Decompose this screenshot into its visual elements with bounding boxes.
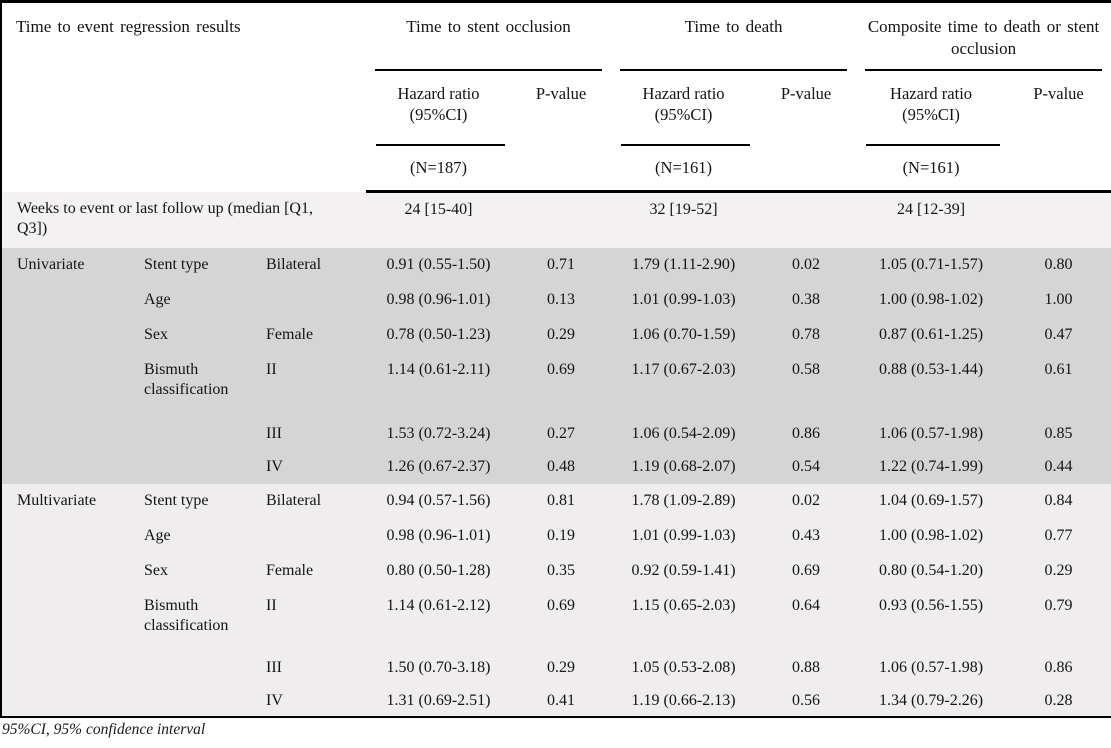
section-label — [1, 651, 136, 684]
variable-label — [136, 684, 264, 717]
table-row — [1, 283, 1111, 318]
ci-label: (95%CI) — [409, 104, 468, 124]
cell-hazard-ratio: 0.78 (0.50-1.23) — [366, 318, 511, 353]
cell-hazard-ratio: 1.01 (0.99-1.03) — [611, 283, 756, 318]
cell-p-value: 0.77 — [1006, 519, 1111, 554]
table-row — [1, 353, 1111, 417]
hazard-ratio-label: Hazard ratio — [397, 83, 480, 103]
section-label — [1, 353, 136, 417]
cell-hazard-ratio: 1.31 (0.69-2.51) — [366, 684, 511, 717]
table-row — [1, 589, 1111, 651]
variable-label — [136, 651, 264, 684]
table-row — [1, 417, 1111, 450]
group-title: Time to death — [684, 17, 783, 36]
cell-hazard-ratio: 0.80 (0.54-1.20) — [856, 554, 1006, 589]
section-label — [1, 554, 136, 589]
variable-label: Bismuth classification — [136, 353, 264, 417]
section-label: Univariate — [1, 248, 136, 283]
cell-p-value: 0.69 — [511, 589, 611, 651]
cell-hazard-ratio: 0.94 (0.57-1.56) — [366, 484, 511, 519]
cell-hazard-ratio: 0.88 (0.53-1.44) — [856, 353, 1006, 417]
level-label: Female — [264, 318, 366, 353]
cell-hazard-ratio: 1.26 (0.67-2.37) — [366, 450, 511, 484]
cell-p-value: 0.27 — [511, 417, 611, 450]
table-row — [1, 248, 1111, 283]
cell-p-value: 0.81 — [511, 484, 611, 519]
header-group-row — [1, 2, 1111, 71]
level-label — [264, 283, 366, 318]
summary-value: 32 [19-52] — [611, 192, 756, 248]
cell-p-value: 0.02 — [756, 484, 856, 519]
cell-hazard-ratio: 1.05 (0.71-1.57) — [856, 248, 1006, 283]
table-row — [1, 318, 1111, 353]
hazard-ratio-header — [366, 71, 511, 146]
cell-p-value: 0.61 — [1006, 353, 1111, 417]
variable-label: Age — [136, 283, 264, 318]
cell-hazard-ratio: 1.15 (0.65-2.03) — [611, 589, 756, 651]
level-label: IV — [264, 684, 366, 717]
cell-hazard-ratio: 1.00 (0.98-1.02) — [856, 283, 1006, 318]
group-header-stent-occlusion — [366, 2, 611, 71]
cell-p-value: 0.35 — [511, 554, 611, 589]
cell-p-value: 0.80 — [1006, 248, 1111, 283]
p-value-header: P-value — [780, 83, 832, 103]
hazard-ratio-underline — [621, 144, 750, 146]
cell-hazard-ratio: 0.98 (0.96-1.01) — [366, 283, 511, 318]
table-row — [1, 651, 1111, 684]
cell-hazard-ratio: 1.14 (0.61-2.11) — [366, 353, 511, 417]
cell-p-value: 0.44 — [1006, 450, 1111, 484]
variable-label: Bismuth classification — [136, 589, 264, 651]
level-label: III — [264, 651, 366, 684]
cell-p-value: 0.29 — [1006, 554, 1111, 589]
p-value-header: P-value — [535, 83, 587, 103]
cell-p-value: 0.78 — [756, 318, 856, 353]
variable-label: Sex — [136, 318, 264, 353]
cell-hazard-ratio: 1.53 (0.72-3.24) — [366, 417, 511, 450]
hazard-ratio-header — [611, 71, 756, 146]
cell-p-value: 0.88 — [756, 651, 856, 684]
section-label — [1, 519, 136, 554]
cell-p-value: 0.38 — [756, 283, 856, 318]
section-label — [1, 589, 136, 651]
group-header-composite — [856, 2, 1111, 71]
cell-hazard-ratio: 1.06 (0.57-1.98) — [856, 651, 1006, 684]
cell-p-value: 0.71 — [511, 248, 611, 283]
cell-hazard-ratio: 0.80 (0.50-1.28) — [366, 554, 511, 589]
group-title: Composite time to death or stent occlusion — [867, 17, 1100, 58]
cell-p-value: 1.00 — [1006, 283, 1111, 318]
cell-hazard-ratio: 1.00 (0.98-1.02) — [856, 519, 1006, 554]
hazard-ratio-underline — [376, 144, 505, 146]
variable-label — [136, 450, 264, 484]
section-label — [1, 283, 136, 318]
section-label — [1, 318, 136, 353]
cell-hazard-ratio: 1.19 (0.68-2.07) — [611, 450, 756, 484]
cell-p-value: 0.85 — [1006, 417, 1111, 450]
cell-hazard-ratio: 0.92 (0.59-1.41) — [611, 554, 756, 589]
cell-hazard-ratio: 0.98 (0.96-1.01) — [366, 519, 511, 554]
cell-p-value: 0.48 — [511, 450, 611, 484]
section-label — [1, 684, 136, 717]
cell-hazard-ratio: 1.14 (0.61-2.12) — [366, 589, 511, 651]
cell-p-value: 0.58 — [756, 353, 856, 417]
table-row — [1, 684, 1111, 717]
cell-hazard-ratio: 1.06 (0.70-1.59) — [611, 318, 756, 353]
cell-p-value: 0.79 — [1006, 589, 1111, 651]
section-label: Multivariate — [1, 484, 136, 519]
variable-label: Stent type — [136, 248, 264, 283]
cell-hazard-ratio: 0.91 (0.55-1.50) — [366, 248, 511, 283]
cell-hazard-ratio: 1.04 (0.69-1.57) — [856, 484, 1006, 519]
level-label: Bilateral — [264, 484, 366, 519]
hazard-ratio-header — [856, 71, 1006, 146]
cell-p-value: 0.19 — [511, 519, 611, 554]
cell-hazard-ratio: 0.87 (0.61-1.25) — [856, 318, 1006, 353]
cell-p-value: 0.29 — [511, 318, 611, 353]
level-label: II — [264, 353, 366, 417]
cell-hazard-ratio: 1.06 (0.57-1.98) — [856, 417, 1006, 450]
cell-p-value: 0.86 — [1006, 651, 1111, 684]
p-value-header: P-value — [1033, 83, 1084, 103]
n-count: (N=161) — [856, 146, 1006, 192]
n-count: (N=161) — [611, 146, 756, 192]
cell-hazard-ratio: 1.22 (0.74-1.99) — [856, 450, 1006, 484]
cell-hazard-ratio: 1.50 (0.70-3.18) — [366, 651, 511, 684]
cell-p-value: 0.56 — [756, 684, 856, 717]
cell-p-value: 0.28 — [1006, 684, 1111, 717]
cell-p-value: 0.64 — [756, 589, 856, 651]
cell-hazard-ratio: 1.06 (0.54-2.09) — [611, 417, 756, 450]
ci-label: (95%CI) — [902, 104, 960, 124]
cell-p-value: 0.69 — [511, 353, 611, 417]
level-label: Bilateral — [264, 248, 366, 283]
empty-cell — [511, 192, 611, 248]
cell-hazard-ratio: 1.01 (0.99-1.03) — [611, 519, 756, 554]
cell-p-value: 0.69 — [756, 554, 856, 589]
empty-cell — [756, 192, 856, 248]
hazard-ratio-label: Hazard ratio — [642, 83, 725, 103]
group-title: Time to stent occlusion — [406, 17, 571, 36]
table-row — [1, 519, 1111, 554]
table-title: Time to event regression results — [16, 17, 241, 36]
variable-label: Age — [136, 519, 264, 554]
group-header-death — [611, 2, 856, 71]
summary-value: 24 [12-39] — [856, 192, 1006, 248]
hazard-ratio-underline — [866, 144, 1000, 146]
summary-value: 24 [15-40] — [366, 192, 511, 248]
cell-p-value: 0.43 — [756, 519, 856, 554]
cell-p-value: 0.84 — [1006, 484, 1111, 519]
section-label — [1, 450, 136, 484]
variable-label — [136, 417, 264, 450]
cell-hazard-ratio: 0.93 (0.56-1.55) — [856, 589, 1006, 651]
cell-p-value: 0.54 — [756, 450, 856, 484]
variable-label: Sex — [136, 554, 264, 589]
level-label — [264, 519, 366, 554]
level-label: II — [264, 589, 366, 651]
level-label: III — [264, 417, 366, 450]
cell-p-value: 0.47 — [1006, 318, 1111, 353]
cell-p-value: 0.02 — [756, 248, 856, 283]
cell-p-value: 0.29 — [511, 651, 611, 684]
table-row — [1, 554, 1111, 589]
cell-hazard-ratio: 1.79 (1.11-2.90) — [611, 248, 756, 283]
cell-hazard-ratio: 1.17 (0.67-2.03) — [611, 353, 756, 417]
cell-p-value: 0.86 — [756, 417, 856, 450]
cell-p-value: 0.41 — [511, 684, 611, 717]
level-label: Female — [264, 554, 366, 589]
empty-cell — [756, 146, 856, 192]
table-row — [1, 450, 1111, 484]
empty-cell — [511, 146, 611, 192]
hazard-ratio-label: Hazard ratio — [890, 83, 973, 103]
cell-hazard-ratio: 1.78 (1.09-2.89) — [611, 484, 756, 519]
ci-label: (95%CI) — [654, 104, 713, 124]
footnote: 95%CI, 95% confidence interval — [2, 720, 206, 738]
summary-row — [1, 192, 1111, 248]
cell-p-value: 0.13 — [511, 283, 611, 318]
cell-hazard-ratio: 1.19 (0.66-2.13) — [611, 684, 756, 717]
section-label — [1, 417, 136, 450]
level-label: IV — [264, 450, 366, 484]
summary-label: Weeks to event or last follow up (median [Q1, Q3]) — [1, 192, 366, 248]
cell-hazard-ratio: 1.34 (0.79-2.26) — [856, 684, 1006, 717]
empty-cell — [1006, 192, 1111, 248]
empty-cell — [1006, 146, 1111, 192]
n-count: (N=187) — [366, 146, 511, 192]
cell-hazard-ratio: 1.05 (0.53-2.08) — [611, 651, 756, 684]
variable-label: Stent type — [136, 484, 264, 519]
table-row — [1, 484, 1111, 519]
